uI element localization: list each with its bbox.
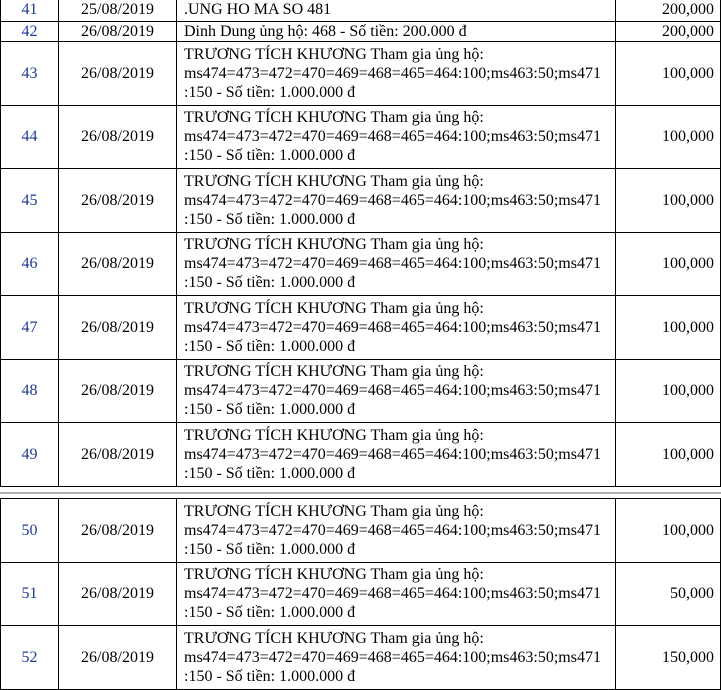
row-date: 25/08/2019 (59, 0, 177, 22)
row-description (177, 0, 616, 22)
row-date: 26/08/2019 (59, 169, 177, 233)
description-line: ms474=473=472=470=469=468=465=464:100;ms463:50;ms471 (184, 255, 601, 273)
row-description (177, 42, 616, 106)
description-line: ms474=473=472=470=469=468=465=464:100;ms463:50;ms471 (184, 521, 601, 539)
row-number: 49 (1, 423, 59, 487)
description-line: :150 - Số tiền: 1.000.000 đ (184, 667, 356, 685)
description-line: ms474=473=472=470=469=468=465=464:100;ms463:50;ms471 (184, 585, 601, 603)
description-line: TRƯƠNG TÍCH KHƯƠNG Tham gia ủng hộ: (184, 566, 484, 584)
table-row (1, 0, 721, 22)
row-date: 26/08/2019 (59, 105, 177, 169)
description-line: :150 - Số tiền: 1.000.000 đ (184, 604, 356, 622)
description-line: TRƯƠNG TÍCH KHƯƠNG Tham gia ủng hộ: (184, 426, 484, 444)
row-number: 43 (1, 42, 59, 106)
row-number: 41 (1, 0, 59, 22)
row-date: 26/08/2019 (59, 22, 177, 42)
description-line: TRƯƠNG TÍCH KHƯƠNG Tham gia ủng hộ: (184, 629, 484, 647)
row-description (177, 359, 616, 423)
row-description (177, 22, 616, 42)
row-amount: 150,000 (616, 626, 721, 690)
description-line: ms474=473=472=470=469=468=465=464:100;ms463:50;ms471 (184, 191, 601, 209)
row-date: 26/08/2019 (59, 562, 177, 626)
row-date: 26/08/2019 (59, 42, 177, 106)
description-line: ms474=473=472=470=469=468=465=464:100;ms463:50;ms471 (184, 64, 601, 82)
row-date: 26/08/2019 (59, 499, 177, 563)
row-description (177, 423, 616, 487)
description-line: TRƯƠNG TÍCH KHƯƠNG Tham gia ủng hộ: (184, 502, 484, 520)
row-amount: 100,000 (616, 42, 721, 106)
description-line: :150 - Số tiền: 1.000.000 đ (184, 147, 356, 165)
donation-table-bottom (0, 498, 721, 690)
description-line: Dinh Dung ủng hộ: 468 - Số tiền: 200.000 đ (184, 23, 467, 40)
table-row (1, 359, 721, 423)
row-number: 51 (1, 562, 59, 626)
table-row (1, 626, 721, 690)
row-description (177, 105, 616, 169)
row-number: 42 (1, 22, 59, 42)
row-description (177, 296, 616, 360)
row-date: 26/08/2019 (59, 296, 177, 360)
table-row (1, 42, 721, 106)
description-line: :150 - Số tiền: 1.000.000 đ (184, 337, 356, 355)
row-description (177, 169, 616, 233)
table-row (1, 232, 721, 296)
row-number: 45 (1, 169, 59, 233)
row-amount: 100,000 (616, 499, 721, 563)
row-description (177, 499, 616, 563)
table-row (1, 499, 721, 563)
row-date: 26/08/2019 (59, 626, 177, 690)
description-line: TRƯƠNG TÍCH KHƯƠNG Tham gia ủng hộ: (184, 109, 484, 127)
row-number: 46 (1, 232, 59, 296)
table-row (1, 22, 721, 42)
row-description (177, 626, 616, 690)
row-amount: 200,000 (616, 0, 721, 22)
row-amount: 100,000 (616, 169, 721, 233)
description-line: :150 - Số tiền: 1.000.000 đ (184, 464, 356, 482)
description-line: :150 - Số tiền: 1.000.000 đ (184, 83, 356, 101)
table-row (1, 169, 721, 233)
row-amount: 100,000 (616, 105, 721, 169)
row-number: 47 (1, 296, 59, 360)
description-line: :150 - Số tiền: 1.000.000 đ (184, 401, 356, 419)
row-date: 26/08/2019 (59, 232, 177, 296)
description-line: ms474=473=472=470=469=468=465=464:100;ms463:50;ms471 (184, 648, 601, 666)
row-description (177, 562, 616, 626)
description-line: :150 - Số tiền: 1.000.000 đ (184, 210, 356, 228)
table-row (1, 296, 721, 360)
description-line: ms474=473=472=470=469=468=465=464:100;ms463:50;ms471 (184, 318, 601, 336)
description-line: ms474=473=472=470=469=468=465=464:100;ms463:50;ms471 (184, 382, 601, 400)
table-row (1, 105, 721, 169)
row-number: 44 (1, 105, 59, 169)
description-line: TRƯƠNG TÍCH KHƯƠNG Tham gia ủng hộ: (184, 363, 484, 381)
row-amount: 100,000 (616, 232, 721, 296)
description-line: :150 - Số tiền: 1.000.000 đ (184, 540, 356, 558)
description-line: ms474=473=472=470=469=468=465=464:100;ms463:50;ms471 (184, 445, 601, 463)
row-number: 50 (1, 499, 59, 563)
row-date: 26/08/2019 (59, 423, 177, 487)
row-number: 48 (1, 359, 59, 423)
description-line: ms474=473=472=470=469=468=465=464:100;ms463:50;ms471 (184, 128, 601, 146)
description-line: TRƯƠNG TÍCH KHƯƠNG Tham gia ủng hộ: (184, 299, 484, 317)
description-line: TRƯƠNG TÍCH KHƯƠNG Tham gia ủng hộ: (184, 172, 484, 190)
description-line: TRƯƠNG TÍCH KHƯƠNG Tham gia ủng hộ: (184, 45, 484, 63)
row-number: 52 (1, 626, 59, 690)
row-amount: 100,000 (616, 359, 721, 423)
row-date: 26/08/2019 (59, 359, 177, 423)
table-row (1, 562, 721, 626)
description-line: :150 - Số tiền: 1.000.000 đ (184, 274, 356, 292)
page-separator (0, 492, 721, 494)
row-amount: 100,000 (616, 296, 721, 360)
row-amount: 50,000 (616, 562, 721, 626)
row-description (177, 232, 616, 296)
table-row (1, 423, 721, 487)
row-amount: 100,000 (616, 423, 721, 487)
description-line: .UNG HO MA SO 481 (184, 1, 332, 18)
description-line: TRƯƠNG TÍCH KHƯƠNG Tham gia ủng hộ: (184, 236, 484, 254)
row-amount: 200,000 (616, 22, 721, 42)
